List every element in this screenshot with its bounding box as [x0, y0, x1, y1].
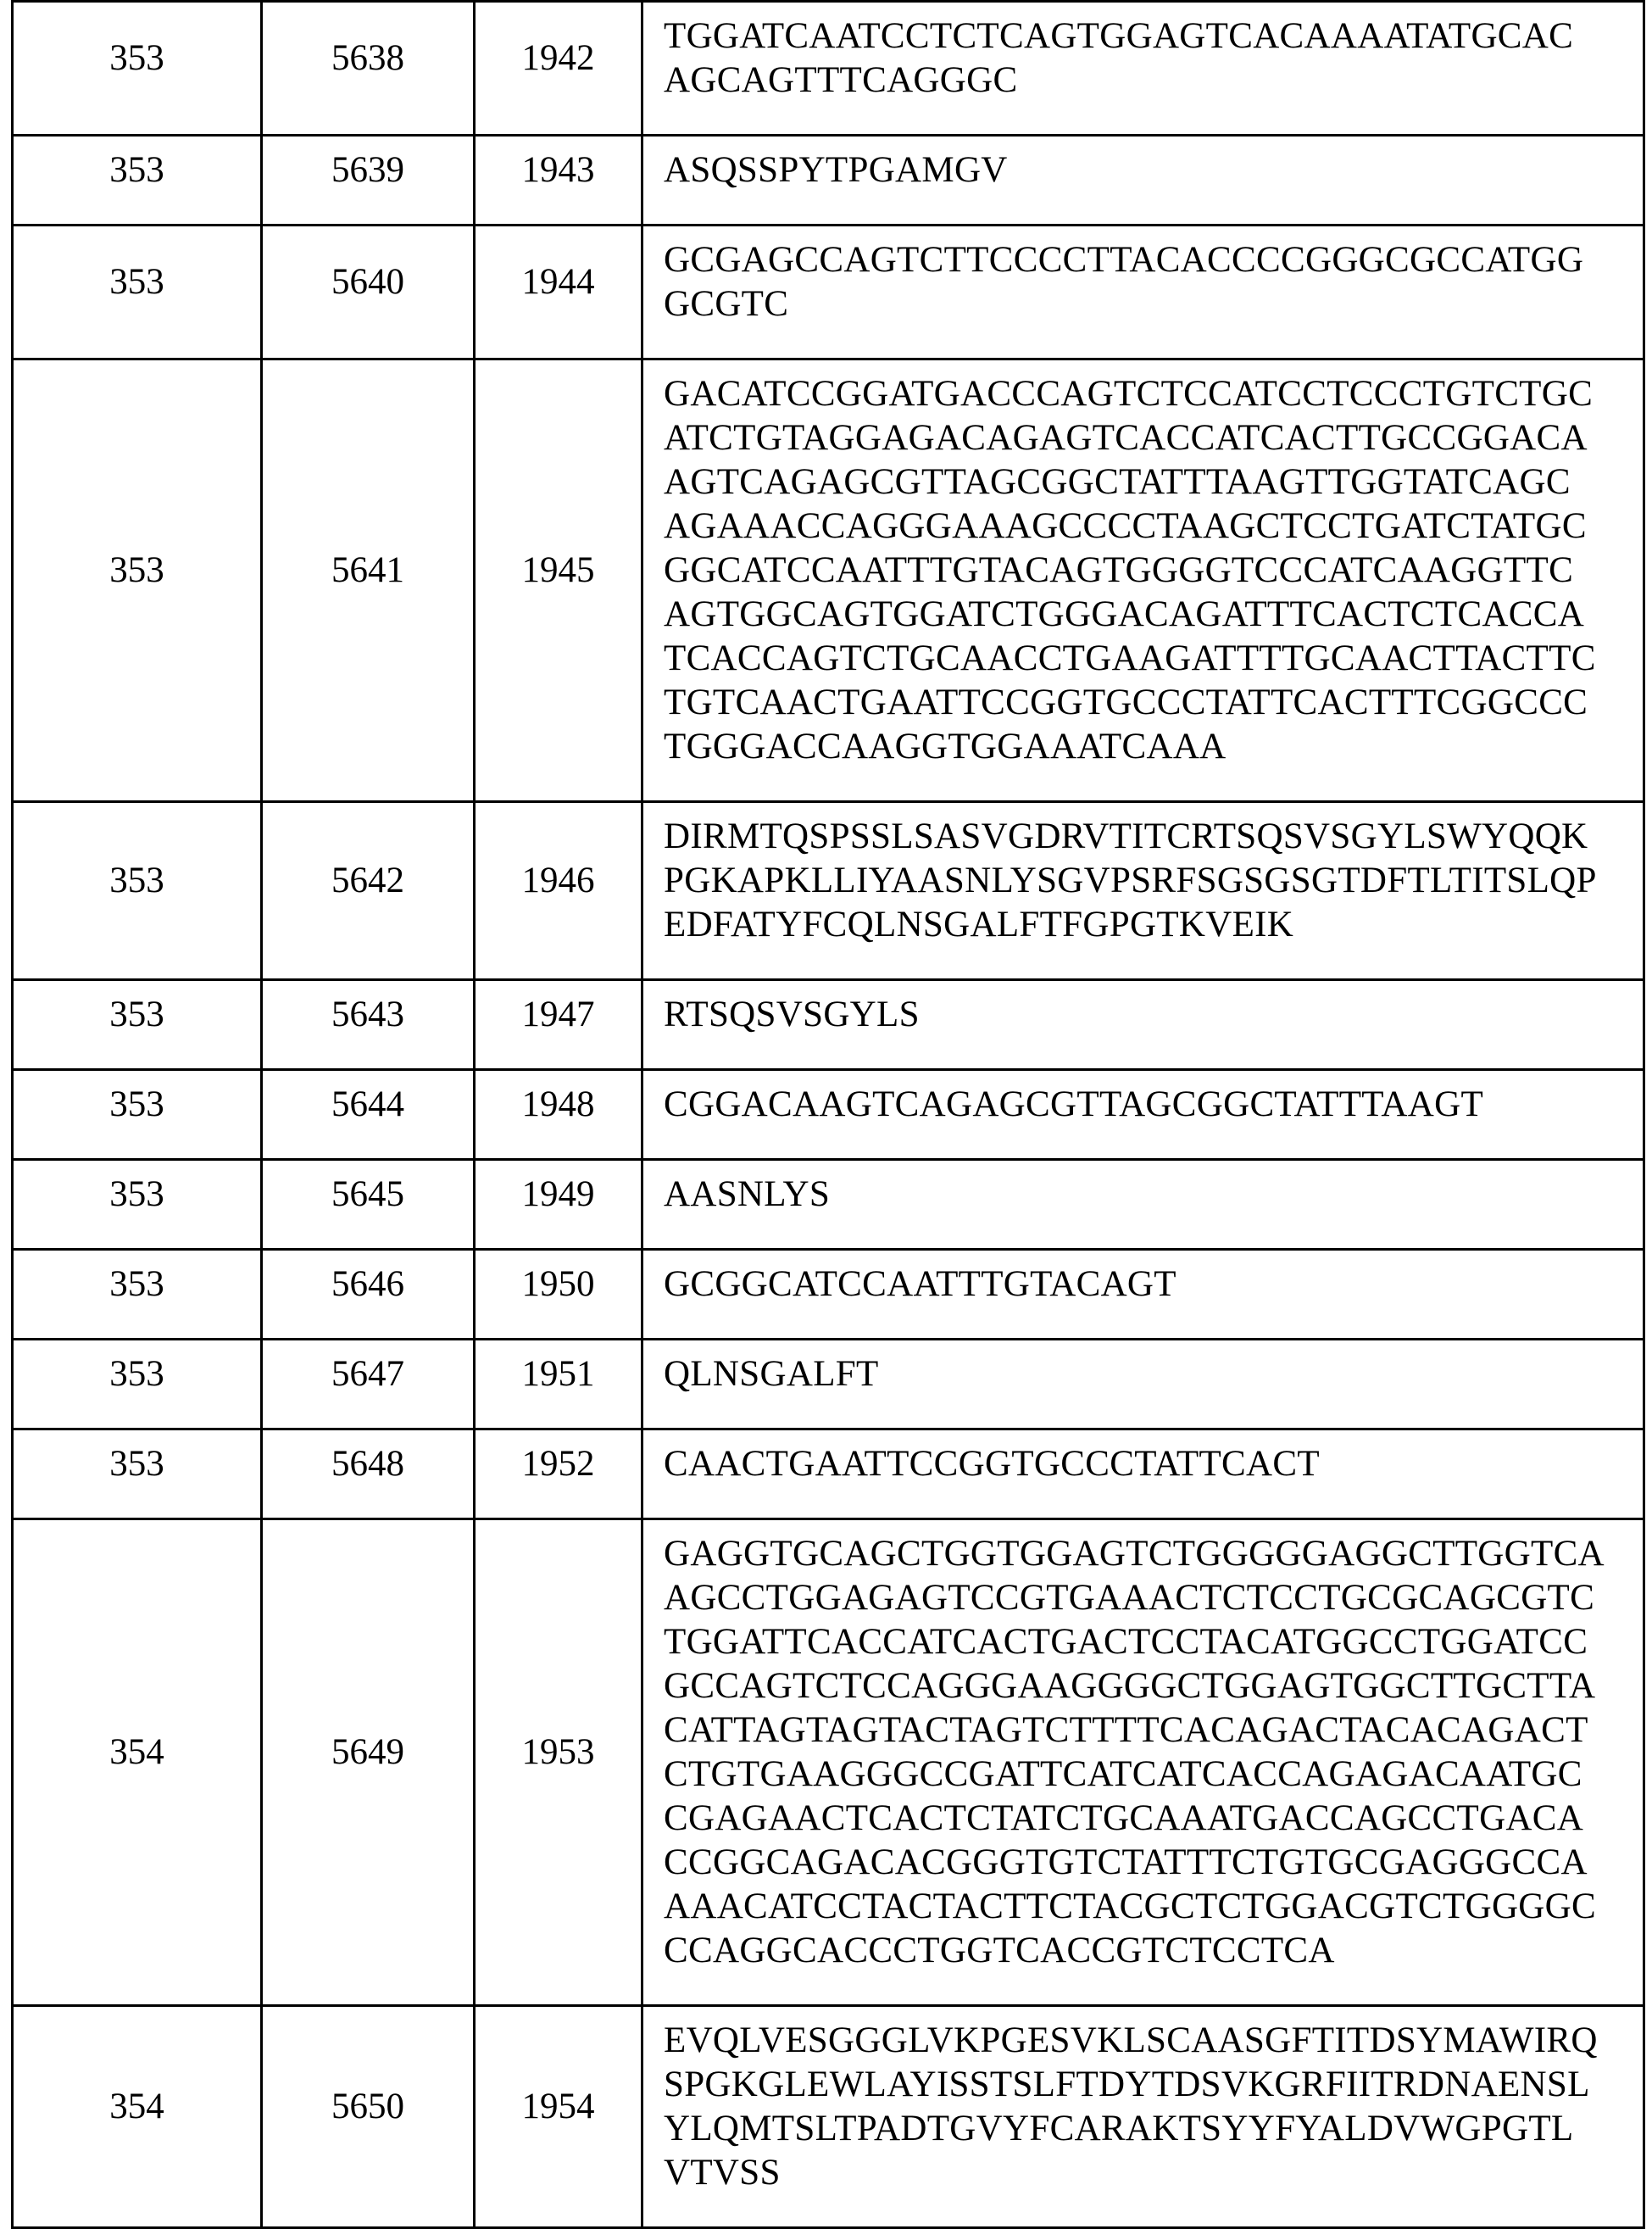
col-2-value: 5650 — [262, 2006, 475, 2228]
seq-id-number: 1951 — [475, 1340, 642, 1429]
col-2-value: 5647 — [262, 1340, 475, 1429]
sequence-table — [11, 0, 1645, 2229]
col-2-value: 5649 — [262, 1519, 475, 2006]
seq-id-number: 1946 — [475, 802, 642, 980]
seq-id-number: 1944 — [475, 226, 642, 359]
col-1-value: 353 — [13, 1070, 262, 1160]
sequence-text: QLNSGALFT — [642, 1340, 1644, 1429]
table-row — [13, 359, 1644, 802]
sequence-text: CAACTGAATTCCGGTGCCCTATTCACT — [642, 1429, 1644, 1519]
col-2-value: 5645 — [262, 1160, 475, 1250]
seq-id-number: 1952 — [475, 1429, 642, 1519]
seq-id-number: 1948 — [475, 1070, 642, 1160]
seq-id-number: 1950 — [475, 1250, 642, 1340]
sequence-table-body — [13, 2, 1644, 2228]
col-2-value: 5643 — [262, 980, 475, 1070]
table-row — [13, 980, 1644, 1070]
sequence-text: GCGAGCCAGTCTTCCCCTTACACCCCGGGCGCCATGG GCGTC — [642, 226, 1644, 359]
table-row — [13, 2006, 1644, 2228]
sequence-text: GACATCCGGATGACCCAGTCTCCATCCTCCCTGTCTGC ATCTGTAGGAGACAGAGTCACCATCACTTGCCGGACA AGTCAGAGCGTTAGCGGCTATTTAAGTTGGTATCAGC AGAAACCAGGGAAAGCCCCTAAGCTCCTGATCTATGC GGCATCCAATTTGTACAGTGGGGTCCCATCAAGGTTC AGTGGCAGTGGATCTGGGACAGATTTCACTCTCACCA TCACCAGTCTGCAACCTGAAGATTTTGCAACTTACTTC TGTCAACTGAATTCCGGTGCCCTATTCACTTTCGGCCC TGGGACCAAGGTGGAAATCAAA — [642, 359, 1644, 802]
table-row — [13, 1340, 1644, 1429]
col-2-value: 5638 — [262, 2, 475, 136]
table-row — [13, 1519, 1644, 2006]
col-1-value: 353 — [13, 1429, 262, 1519]
table-row — [13, 1429, 1644, 1519]
col-1-value: 353 — [13, 1250, 262, 1340]
col-2-value: 5648 — [262, 1429, 475, 1519]
col-1-value: 353 — [13, 226, 262, 359]
col-1-value: 353 — [13, 1340, 262, 1429]
sequence-text: AASNLYS — [642, 1160, 1644, 1250]
table-row — [13, 136, 1644, 226]
seq-id-number: 1949 — [475, 1160, 642, 1250]
table-row — [13, 802, 1644, 980]
sequence-text: ASQSSPYTPGAMGV — [642, 136, 1644, 226]
col-2-value: 5644 — [262, 1070, 475, 1160]
sequence-text: TGGATCAATCCTCTCAGTGGAGTCACAAAATATGCAC AGCAGTTTCAGGGC — [642, 2, 1644, 136]
sequence-text: EVQLVESGGGLVKPGESVKLSCAASGFTITDSYMAWIRQ SPGKGLEWLAYISSTSLFTDYTDSVKGRFIITRDNAENSL YLQMTSLTPADTGVYFCARAKTSYYFYALDVWGPGTL VTVSS — [642, 2006, 1644, 2228]
seq-id-number: 1953 — [475, 1519, 642, 2006]
col-2-value: 5642 — [262, 802, 475, 980]
sequence-text: GCGGCATCCAATTTGTACAGT — [642, 1250, 1644, 1340]
table-row — [13, 1250, 1644, 1340]
col-1-value: 354 — [13, 2006, 262, 2228]
seq-id-number: 1942 — [475, 2, 642, 136]
seq-id-number: 1954 — [475, 2006, 642, 2228]
col-2-value: 5639 — [262, 136, 475, 226]
seq-id-number: 1947 — [475, 980, 642, 1070]
table-row — [13, 1160, 1644, 1250]
seq-id-number: 1945 — [475, 359, 642, 802]
table-row — [13, 2, 1644, 136]
sequence-text: DIRMTQSPSSLSASVGDRVTITCRTSQSVSGYLSWYQQK PGKAPKLLIYAASNLYSGVPSRFSGSGSGTDFTLTITSLQP EDFATYFCQLNSGALFTFGPGTKVEIK — [642, 802, 1644, 980]
col-1-value: 354 — [13, 1519, 262, 2006]
table-row — [13, 226, 1644, 359]
col-2-value: 5641 — [262, 359, 475, 802]
col-1-value: 353 — [13, 136, 262, 226]
sequence-text: CGGACAAGTCAGAGCGTTAGCGGCTATTTAAGT — [642, 1070, 1644, 1160]
col-1-value: 353 — [13, 980, 262, 1070]
col-1-value: 353 — [13, 802, 262, 980]
table-row — [13, 1070, 1644, 1160]
sequence-text: RTSQSVSGYLS — [642, 980, 1644, 1070]
sequence-text: GAGGTGCAGCTGGTGGAGTCTGGGGGAGGCTTGGTCA AGCCTGGAGAGTCCGTGAAACTCTCCTGCGCAGCGTC TGGATTCACCATCACTGACTCCTACATGGCCTGGATCC GCCAGTCTCCAGGGAAGGGGCTGGAGTGGCTTGCTTA CATTAGTAGTACTAGTCTTTTCACAGACTACACAGACT CTGTGAAGGGCCGATTCATCATCACCAGAGACAATGC CGAGAACTCACTCTATCTGCAAATGACCAGCCTGACA CCGGCAGACACGGGTGTCTATTTCTGTGCGAGGGCCA AAACATCCTACTACTTCTACGCTCTGGACGTCTGGGGC CCAGGCACCCTGGTCACCGTCTCCTCA — [642, 1519, 1644, 2006]
col-1-value: 353 — [13, 1160, 262, 1250]
col-2-value: 5646 — [262, 1250, 475, 1340]
seq-id-number: 1943 — [475, 136, 642, 226]
col-1-value: 353 — [13, 2, 262, 136]
col-1-value: 353 — [13, 359, 262, 802]
col-2-value: 5640 — [262, 226, 475, 359]
